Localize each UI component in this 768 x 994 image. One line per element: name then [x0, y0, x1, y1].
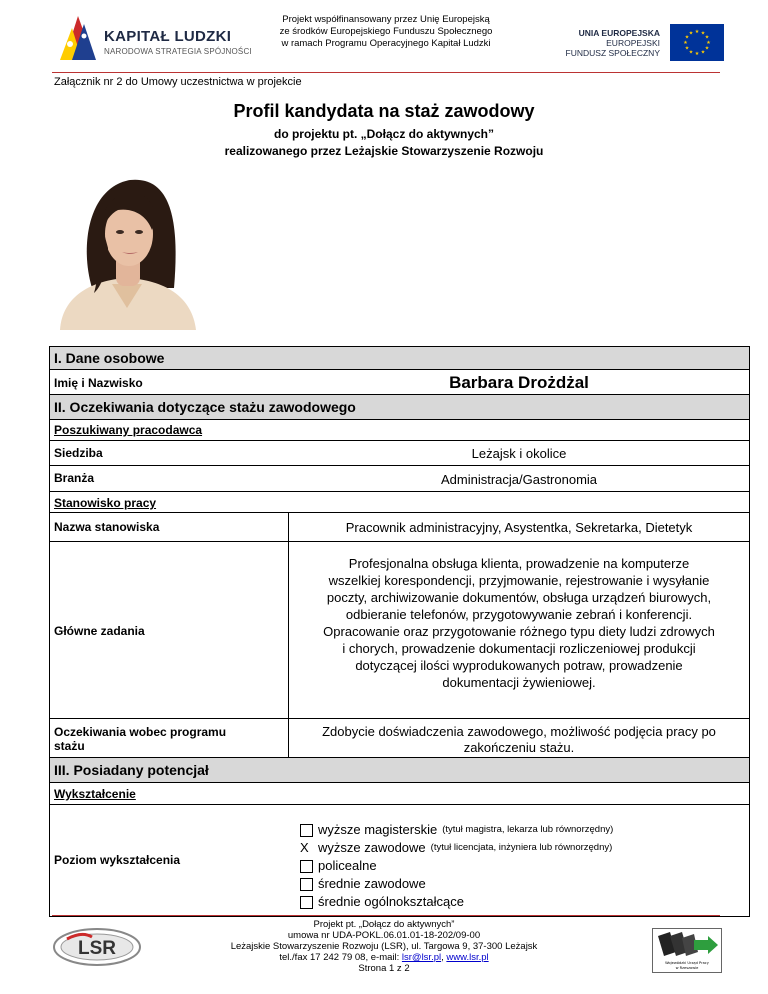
option-label: średnie zawodowe [318, 876, 426, 891]
tasks-value [289, 555, 749, 691]
seat-label: Siedziba [54, 446, 103, 460]
tasks-line: poczty, archiwizowanie dokumentów, obsługa urządzeń biurowych, [326, 590, 712, 605]
expectations-label-line: Oczekiwania wobec programu [54, 725, 227, 739]
tasks-line: wszelkiej korespondencji, przyjmowanie, rejestrowanie i wysyłanie [328, 573, 710, 588]
svg-text:★: ★ [694, 51, 700, 57]
row-position-header [50, 492, 749, 513]
industry-value: Administracja/Gastronomia [440, 472, 598, 487]
cofinancing-note [255, 14, 517, 50]
eu-logo-text [562, 28, 660, 58]
education-options [300, 821, 613, 911]
tasks-line: dokumentacji żywieniowej. [442, 675, 596, 690]
employer-subheader: Poszukiwany pracodawca [54, 423, 203, 437]
row-position-name [50, 513, 749, 542]
tasks-label: Główne zadania [54, 624, 145, 638]
education-option[interactable] [300, 875, 613, 893]
row-education-header [50, 783, 749, 805]
row-employer-header [50, 420, 749, 441]
wup-caption-2: w Rzeszowie [675, 966, 699, 970]
svg-text:★: ★ [704, 45, 710, 52]
option-label: wyższe zawodowe [318, 840, 426, 855]
option-note: (tytuł licencjata, inżyniera lub równorzędny) [430, 842, 613, 853]
svg-text:★: ★ [684, 45, 690, 52]
footer-separator: , [441, 952, 447, 963]
svg-text:★: ★ [684, 34, 690, 41]
eu-subtitle-1: EUROPEJSKI [606, 38, 660, 48]
cofinancing-line: ze środków Europejskiego Funduszu Społecznego [279, 26, 493, 37]
candidate-profile-table [49, 346, 750, 917]
website-link[interactable]: www.lsr.pl [446, 952, 489, 963]
tasks-line: dotyczącej ilości wyprodukowanych potraw, prowadzenie [355, 658, 683, 673]
svg-text:★: ★ [688, 49, 694, 56]
position-subheader: Stanowisko pracy [54, 496, 157, 510]
svg-text:★: ★ [683, 40, 688, 46]
full-name-label: Imię i Nazwisko [54, 376, 143, 390]
kapital-ludzki-subtitle: NARODOWA STRATEGIA SPÓJNOŚCI [104, 47, 252, 56]
section-title: III. Posiadany potencjał [54, 762, 209, 778]
section-title: II. Oczekiwania dotyczące stażu zawodowego [54, 399, 356, 415]
expectations-line: zakończeniu stażu. [463, 740, 575, 755]
checkbox[interactable] [300, 878, 313, 891]
lsr-logo-text: LSR [78, 938, 116, 959]
expectations-label [54, 725, 226, 753]
svg-text:★: ★ [694, 29, 700, 35]
checked-mark[interactable]: X [300, 840, 309, 855]
expectations-line: Zdobycie doświadczenia zawodowego, możliwość podjęcia pracy po [322, 724, 716, 739]
annex-note: Załącznik nr 2 do Umowy uczestnictwa w projekcie [54, 76, 302, 88]
expectations-value [289, 724, 749, 756]
cofinancing-line: Projekt współfinansowany przez Unię Europejską [282, 14, 490, 25]
education-subheader: Wykształcenie [54, 787, 136, 801]
seat-value: Leżajsk i okolice [471, 446, 567, 461]
page-subtitle-2: realizowanego przez Leżajskie Stowarzyszenie Rozwoju [224, 144, 544, 158]
row-full-name [50, 370, 749, 395]
section-title: I. Dane osobowe [54, 350, 165, 366]
svg-text:★: ★ [706, 40, 711, 46]
option-note: (tytuł magistra, lekarza lub równorzędny) [442, 824, 614, 835]
cofinancing-line: w ramach Programu Operacyjnego Kapitał Ludzki [281, 38, 491, 49]
footer-line: Projekt pt. „Dołącz do aktywnych” [313, 919, 455, 930]
section-potential [50, 758, 749, 783]
education-option[interactable] [300, 893, 613, 911]
svg-text:★: ★ [688, 30, 694, 37]
education-option[interactable] [300, 821, 613, 839]
option-label: wyższe magisterskie [318, 822, 438, 837]
email-link[interactable]: lsr@lsr.pl [401, 952, 442, 963]
svg-text:★: ★ [704, 34, 710, 41]
expectations-label-line: stażu [54, 739, 85, 753]
footer-line: umowa nr UDA-POKL.06.01.01-18-202/09-00 [287, 930, 481, 941]
section-personal-data [50, 347, 749, 370]
row-industry [50, 466, 749, 492]
checkbox[interactable] [300, 824, 313, 837]
tasks-line: Opracowanie oraz przygotowanie różnego typu diety ludzi zdrowych [323, 624, 715, 639]
wup-caption-1: Wojewódzki Urząd Pracy [665, 961, 709, 965]
candidate-photo [52, 168, 202, 330]
checkbox[interactable] [300, 860, 313, 873]
tasks-line: Profesjonalna obsługa klienta, prowadzenie na komputerze [348, 556, 690, 571]
eu-title: UNIA EUROPEJSKA [578, 28, 660, 38]
option-label: średnie ogólnokształcące [318, 894, 464, 909]
tasks-line: i chorych, prowadzenie dokumentacji rozliczeniowej produkcji [342, 641, 696, 656]
footer-line: Leżajskie Stowarzyszenie Rozwoju (LSR), ul. Targowa 9, 37-300 Leżajsk [230, 941, 538, 952]
eu-subtitle-2: FUNDUSZ SPOŁECZNY [565, 48, 660, 58]
position-value: Pracownik administracyjny, Asystentka, Sekretarka, Dietetyk [345, 520, 693, 535]
page-header [0, 0, 768, 70]
row-seat [50, 441, 749, 466]
eu-flag-icon [670, 24, 724, 61]
checkbox[interactable] [300, 896, 313, 909]
industry-label: Branża [54, 471, 95, 485]
row-main-tasks [50, 542, 749, 719]
footer-contact-text: tel./fax 17 242 79 08, e-mail: [279, 952, 402, 963]
tasks-line: odbieranie telefonów, przygotowywanie zebrań i konferencji. [345, 607, 693, 622]
education-option[interactable] [300, 857, 613, 875]
row-education-level [50, 805, 749, 916]
full-name-value: Barbara Drożdżal [449, 373, 589, 392]
svg-text:★: ★ [700, 49, 706, 56]
kapital-ludzki-logo [58, 14, 98, 62]
svg-text:★: ★ [700, 30, 706, 37]
row-program-expectations [50, 719, 749, 758]
position-label: Nazwa stanowiska [54, 520, 160, 534]
option-label: policealne [318, 858, 377, 873]
header-rule [52, 72, 720, 73]
kapital-ludzki-title: KAPITAŁ LUDZKI [104, 28, 232, 45]
section-internship-expectations [50, 395, 749, 420]
footer-rule [52, 915, 720, 916]
education-level-label: Poziom wykształcenia [54, 853, 181, 867]
page-number: Strona 1 z 2 [358, 963, 410, 974]
page-title: Profil kandydata na staż zawodowy [233, 101, 535, 121]
education-option-selected[interactable] [300, 839, 613, 857]
page-subtitle-1: do projektu pt. „Dołącz do aktywnych” [273, 127, 495, 141]
wup-rzeszow-logo [652, 928, 722, 973]
